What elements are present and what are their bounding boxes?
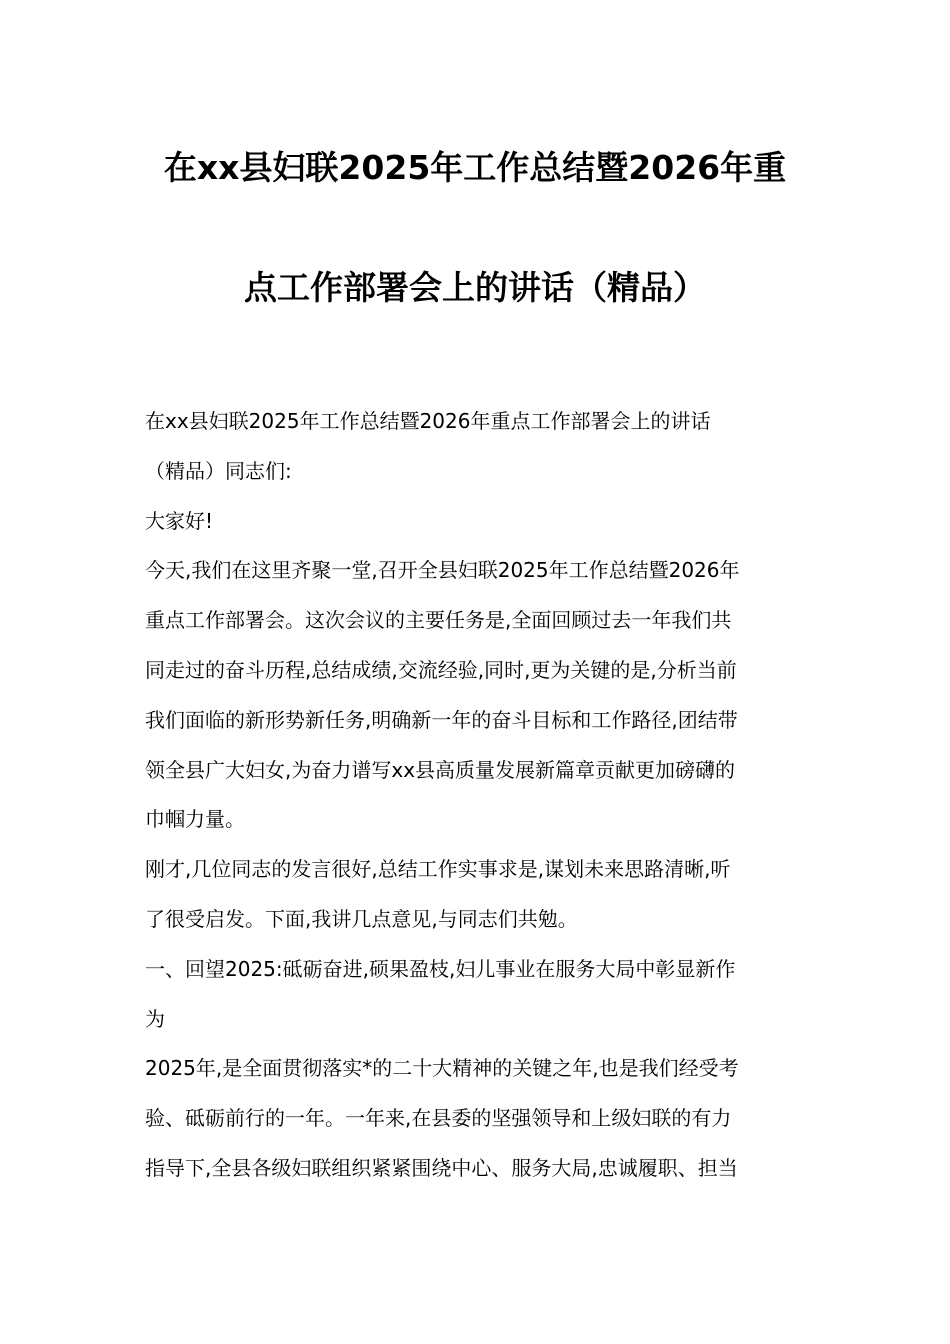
body-line: 指导下,全县各级妇联组织紧紧围绕中心、服务大局,忠诚履职、担当 [145, 1155, 738, 1180]
body-line: 了很受启发。下面,我讲几点意见,与同志们共勉。 [145, 906, 578, 931]
body-line: 在xx县妇联2025年工作总结暨2026年重点工作部署会上的讲话 [145, 409, 711, 433]
body-line: 重点工作部署会。这次会议的主要任务是,全面回顾过去一年我们共 [145, 608, 732, 633]
body-line: 验、砥砺前行的一年。一年来,在县委的坚强领导和上级妇联的有力 [145, 1106, 732, 1131]
body-line: 为 [145, 1006, 165, 1031]
body-line: 2025年,是全面贯彻落实*的二十大精神的关键之年,也是我们经受考 [145, 1056, 739, 1081]
body-line: （精品）同志们: [145, 458, 292, 483]
document-title-line-1: 在xx县妇联2025年工作总结暨2026年重 [163, 148, 787, 187]
document-body [145, 397, 808, 1194]
body-line: 我们面临的新形势新任务,明确新一年的奋斗目标和工作路径,团结带 [145, 707, 738, 732]
body-line: 领全县广大妇女,为奋力谱写xx县高质量发展新篇章贡献更加磅礴的 [145, 757, 736, 782]
body-line: 一、回望2025:砥砺奋进,硕果盈枝,妇儿事业在服务大局中彰显新作 [145, 956, 736, 981]
body-line: 大家好! [145, 508, 214, 533]
body-line: 今天,我们在这里齐聚一堂,召开全县妇联2025年工作总结暨2026年 [145, 558, 740, 583]
body-line: 巾帼力量。 [145, 807, 245, 832]
document-title-line-2: 点工作部署会上的讲话（精品） [244, 268, 706, 307]
body-line: 同走过的奋斗历程,总结成绩,交流经验,同时,更为关键的是,分析当前 [145, 657, 737, 682]
body-line: 刚才,几位同志的发言很好,总结工作实事求是,谋划未来思路清晰,听 [145, 857, 731, 882]
